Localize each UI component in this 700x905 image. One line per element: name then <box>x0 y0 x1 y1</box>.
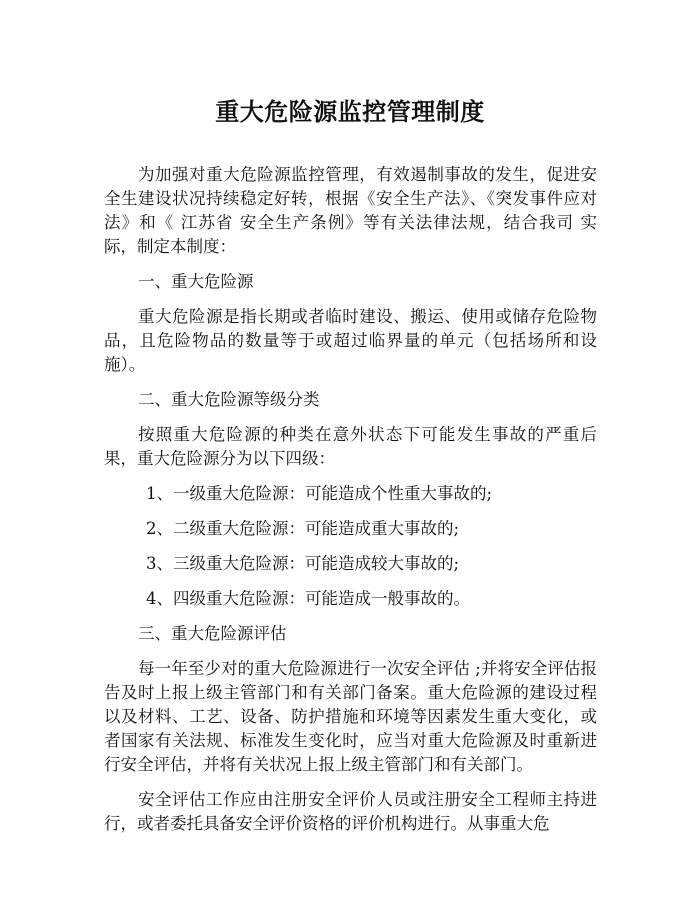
document-title: 重大危险源监控管理制度 <box>215 98 485 126</box>
level-item-4: 4、四级重大危险源：可能造成一般事故的。 <box>146 589 470 608</box>
level-item-3: 3、三级重大危险源：可能造成较大事故的; <box>146 554 460 573</box>
section-2-paragraph: 按照重大危险源的种类在意外状态下可能发生事故的严重后果，重大危险源分为以下四级： <box>104 425 597 468</box>
section-heading-3: 三、重大危险源评估 <box>138 624 287 643</box>
level-item-1: 1、一级重大危险源：可能造成个性重大事故的; <box>146 484 493 503</box>
section-1-paragraph: 重大危险源是指长期或者临时建设、搬运、使用或储存危险物品，且危险物品的数量等于或超过临界量的单元（包括场所和设施）。 <box>104 307 597 374</box>
document-body <box>104 163 597 847</box>
section-heading-2: 二、重大危险源等级分类 <box>138 390 320 409</box>
level-item-2: 2、二级重大危险源：可能造成重大事故的; <box>146 519 460 538</box>
section-3-paragraph-2: 安全评估工作应由注册安全评价人员或注册安全工程师主持进 行，或者委托具备安全评价资格的评价机构进行。从事重大危 <box>104 790 597 833</box>
section-heading-1: 一、重大危险源 <box>138 272 254 291</box>
intro-paragraph: 为加强对重大危险源监控管理，有效遏制事故的发生，促进安全生建设状况持续稳定好转，根据《安全生产法》、《突发事件应对法》和《 江苏省 安全生产条例》等有关法律法规，结合我司 实际，制定本制度： <box>104 165 597 256</box>
section-3-paragraph-1: 每一年至少对的重大危险源进行一次安全评估 ;并将安全评估报告及时上报上级主管部门和有关部门备案。重大危险源的建设过程以及材料、工艺、设备、防护措施和环境等因素发生重大变化，或者国家有关法规、标准发生变化时，应当对重大危险源及时重新进行安全评估，并将有关状况上报上级主管部门和有关部门。 <box>104 659 597 774</box>
